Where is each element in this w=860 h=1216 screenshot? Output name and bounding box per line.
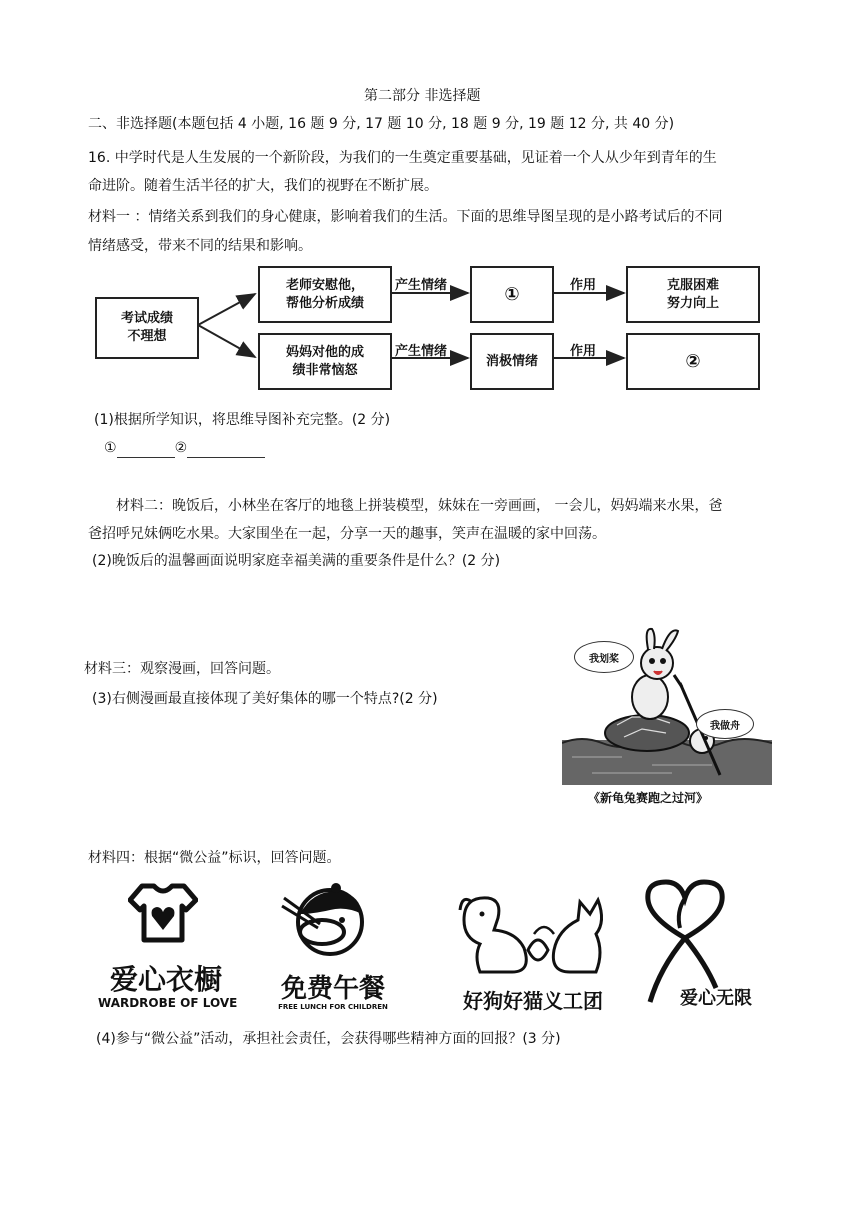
diagram-top-emotion-box: ①: [470, 266, 554, 323]
sub2-question: (2)晚饭后的温馨画面说明家庭幸福美满的重要条件是什么？(2 分): [92, 553, 501, 569]
blank2-field[interactable]: [187, 457, 265, 458]
logo1-name: 爱心衣橱: [109, 963, 222, 996]
blank1-label: ①: [104, 440, 117, 456]
section-header: 二、非选择题(本题包括 4 小题, 16 题 9 分, 17 题 10 分, 18 题 9 分, 19 题 12 分, 共 40 分): [88, 116, 675, 132]
heart-shirt-icon: [128, 882, 198, 944]
material3: 材料三：观察漫画，回答问题。: [84, 661, 280, 677]
q16-intro-line1: 16. 中学时代是人生发展的一个新阶段，为我们的一生奠定重要基础，见证着一个人从少年到青年的生: [88, 150, 717, 166]
sub1-question: (1)根据所学知识，将思维导图补充完整。(2 分): [94, 412, 391, 428]
diagram-effect-label-top: 作用: [570, 278, 597, 293]
material2-line1: 材料二：晚饭后，小林坐在客厅的地毯上拼装模型，妹妹在一旁画画， 一会儿，妈妈端来水果，爸: [116, 498, 723, 514]
diagram-top-result-box: 克服困难 努力向上: [626, 266, 760, 323]
cartoon-bubble-boat: 我做舟: [696, 709, 754, 739]
blank1-field[interactable]: [117, 457, 175, 458]
logo3-name: 好狗好猫义工团: [463, 989, 603, 1013]
diagram-effect-label-bottom: 作用: [570, 344, 597, 359]
child-eating-icon: [280, 880, 380, 960]
part-title: 第二部分 非选择题: [364, 88, 481, 104]
diagram-produce-label-top: 产生情绪: [395, 278, 448, 293]
diagram-bottom-cause-box: 妈妈对他的成 绩非常恼怒: [258, 333, 392, 390]
material4: 材料四：根据“微公益”标识，回答问题。: [88, 850, 341, 866]
material1-line2: 情绪感受，带来不同的结果和影响。: [88, 238, 312, 254]
diagram-produce-label-bottom: 产生情绪: [395, 344, 448, 359]
cartoon-caption: 《新龟兔赛跑之过河》: [588, 791, 709, 805]
diagram-top-cause-box: 老师安慰他， 帮他分析成绩: [258, 266, 392, 323]
cartoon-bubble-paddle: 我划桨: [574, 641, 634, 673]
diagram-start-box: 考试成绩 不理想: [95, 297, 199, 359]
diagram-bottom-emotion-box: 消极情绪: [470, 333, 554, 390]
logo2-subtitle: FREE LUNCH FOR CHILDREN: [278, 1003, 388, 1011]
blank2-label: ②: [174, 440, 188, 456]
sub1-answer-line: [104, 438, 265, 458]
sub3-question: (3)右侧漫画最直接体现了美好集体的哪一个特点?(2 分): [92, 691, 438, 707]
logo2-name: 免费午餐: [280, 974, 385, 1004]
dog-cat-icon: [458, 890, 608, 980]
q16-intro-line2: 命进阶。随着生活半径的扩大，我们的视野在不断扩展。: [88, 178, 438, 194]
material2-line2: 爸招呼兄妹俩吃水果。大家围坐在一起，分享一天的趣事，笑声在温暖的家中回荡。: [88, 526, 606, 542]
diagram-bottom-result-box: ②: [626, 333, 760, 390]
sub4-question: (4)参与“微公益”活动，承担社会责任，会获得哪些精神方面的回报？(3 分): [96, 1031, 561, 1047]
logo1-subtitle: WARDROBE OF LOVE: [98, 996, 238, 1010]
logo4-name: 爱心无限: [680, 988, 752, 1009]
material1-line1: 材料一 ：情绪关系到我们的身心健康，影响着我们的生活。下面的思维导图呈现的是小路考试后的不同: [88, 209, 723, 225]
